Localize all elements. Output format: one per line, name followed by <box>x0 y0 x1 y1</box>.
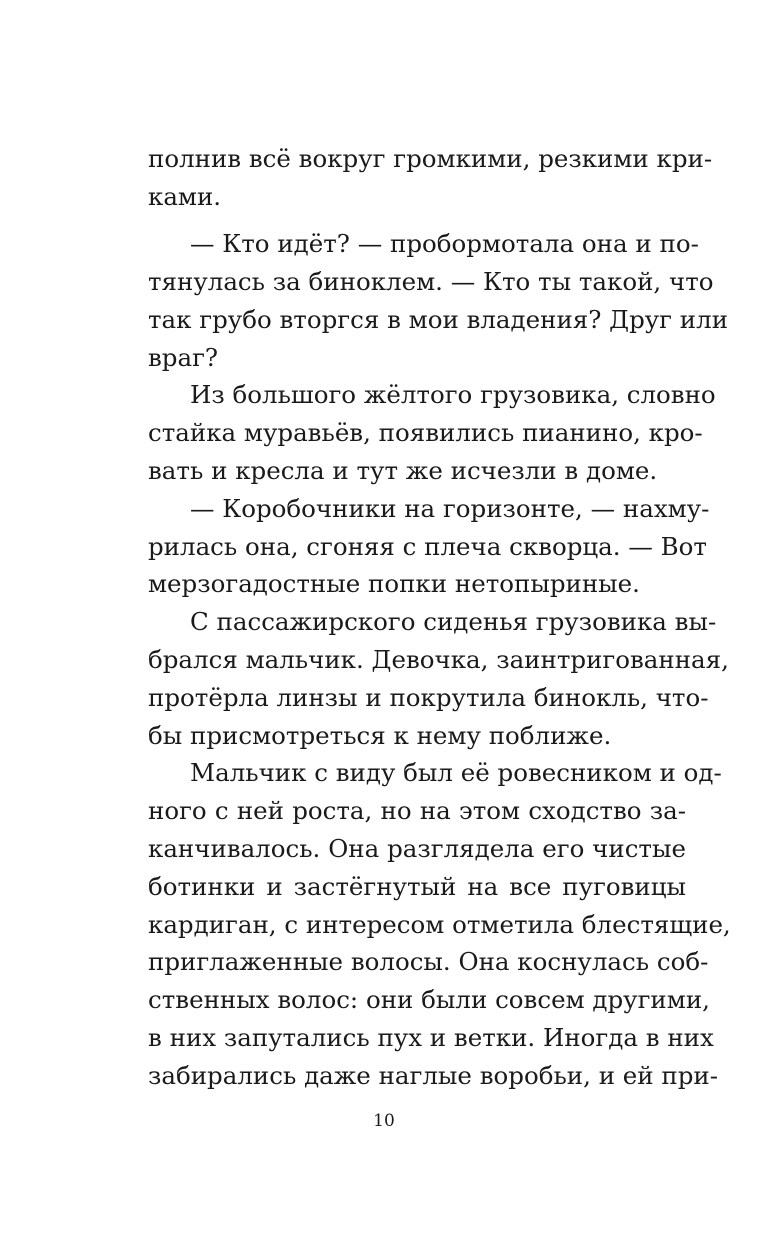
text-line: ного с ней роста, но на этом сходство за- <box>148 796 686 825</box>
text-line: приглаженные волосы. Она коснулась соб- <box>148 947 709 976</box>
text-line: рилась она, сгоняя с плеча скворца. — Вот <box>148 532 707 561</box>
text-line: С пассажирского сиденья грузовика вы- <box>190 607 717 636</box>
page-number: 10 <box>373 1111 395 1131</box>
text-line: канчивалось. Она разглядела его чистые <box>148 834 686 863</box>
text-line: вать и кресла и тут же исчезли в доме. <box>148 456 658 485</box>
text-line: протёрла линзы и покрутила бинокль, что- <box>148 683 709 712</box>
text-line: ботинки и застёгнутый на все пуговицы <box>148 872 686 901</box>
text-line: полнив всё вокруг громкими, резкими кри- <box>148 144 713 173</box>
text-line: кардиган, с интересом отметила блестящие, <box>148 910 731 939</box>
text-line: мерзогадостные попки нетопыриные. <box>148 569 640 598</box>
text-line: — Кто идёт? — пробормотала она и по- <box>190 229 699 258</box>
text-line: тянулась за биноклем. — Кто ты такой, что <box>148 267 714 296</box>
text-line: ственных волос: они были совсем другими, <box>148 985 710 1014</box>
text-line: Мальчик с виду был её ровесником и од- <box>190 758 722 787</box>
text-line: забирались даже наглые воробьи, и ей при- <box>148 1061 719 1090</box>
text-line: ками. <box>148 182 222 211</box>
text-line: бы присмотреться к нему поближе. <box>148 721 612 750</box>
text-line: так грубо вторгся в мои владения? Друг или <box>148 305 729 334</box>
text-line: — Коробочники на горизонте, — нахму- <box>190 494 710 523</box>
text-line: враг? <box>148 343 219 372</box>
text-line: брался мальчик. Девочка, заинтригованная, <box>148 645 729 674</box>
text-line: стайка муравьёв, появились пианино, кро- <box>148 418 703 447</box>
text-line: в них запутались пух и ветки. Иногда в них <box>148 1023 714 1052</box>
text-line: Из большого жёлтого грузовика, словно <box>190 380 716 409</box>
